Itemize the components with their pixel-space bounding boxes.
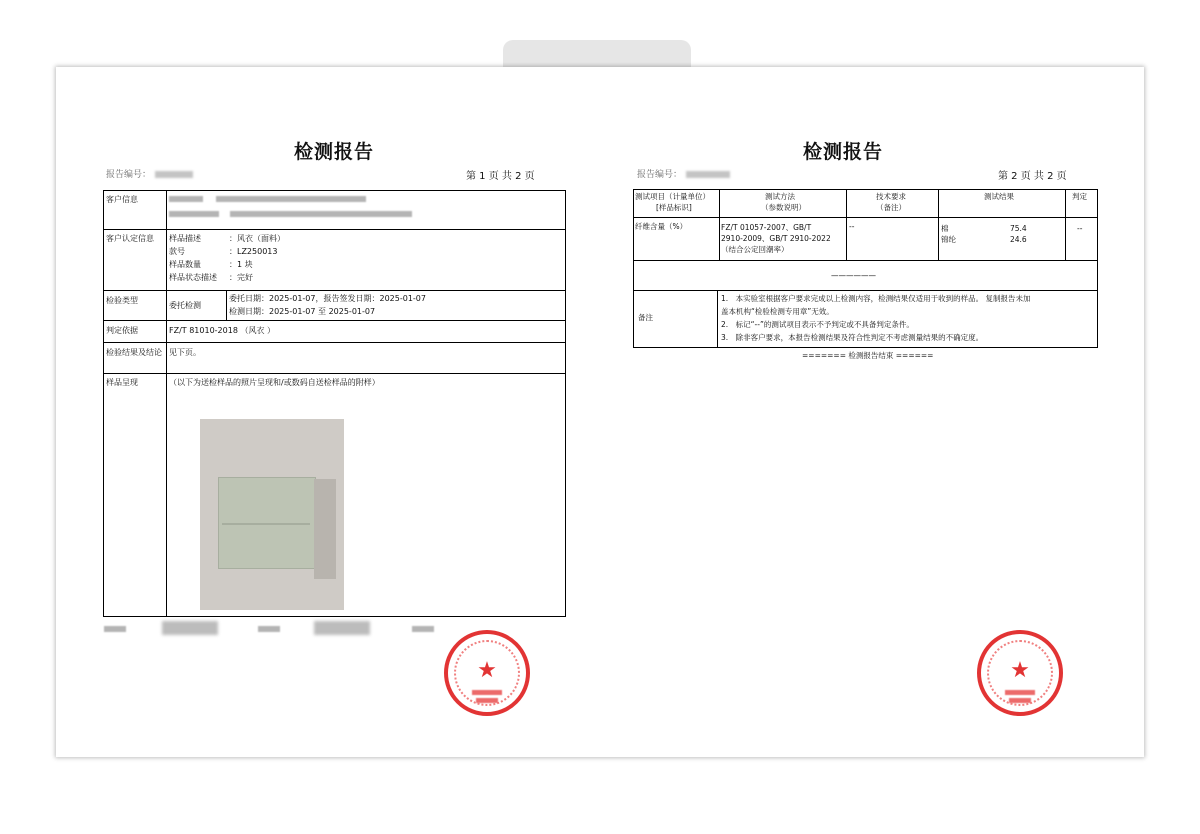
page-title: 检测报告 xyxy=(802,141,883,163)
row-req: -- xyxy=(849,222,855,231)
page-title: 检测报告 xyxy=(293,141,374,163)
remark-line-1: 1. 本实验室根据客户要求完成以上检测内容，检测结果仅适用于收到的样品。 复制报告未加 xyxy=(721,294,1031,303)
remark-line-3: 2. 标记“--”的测试项目表示不予判定或不具备判定条件。 xyxy=(721,320,914,329)
report-number: 报告编号： xyxy=(106,167,193,180)
header-item-sub: [样品标识] xyxy=(656,203,692,212)
row-method-3: （结合公定回潮率） xyxy=(721,245,789,254)
value-basis: FZ/T 81010-2018 （风衣 ） xyxy=(169,326,275,335)
signature-1 xyxy=(162,621,218,635)
official-seal-2: ★ xyxy=(977,630,1063,716)
value-sample-desc: ：风衣（面料） xyxy=(229,234,285,243)
row-method-1: FZ/T 01057-2007、GB/T xyxy=(721,223,812,232)
sample-photo xyxy=(200,419,344,610)
value-test-type: 委托检测 xyxy=(169,301,201,310)
value-dates-1: 委托日期：2025-01-07，报告签发日期：2025-01-07 xyxy=(229,294,426,303)
header-req-sub: （备注） xyxy=(876,203,906,212)
header-judge: 判定 xyxy=(1072,192,1087,201)
label-basis: 判定依据 xyxy=(106,326,138,335)
header-result: 测试结果 xyxy=(984,192,1014,201)
label-customer-info: 客户信息 xyxy=(106,195,138,204)
label-state: 样品状态描述 xyxy=(169,273,217,282)
row-fiber-1-value: 75.4 xyxy=(1010,224,1027,233)
customer-name-line xyxy=(169,192,366,205)
label-result-conclusion: 检验结果及结论 xyxy=(106,348,162,357)
report-sheet xyxy=(56,67,1144,757)
page-number: 第 1 页 共 2 页 xyxy=(466,171,535,182)
header-method: 测试方法 xyxy=(765,192,795,201)
value-presentation: （以下为送检样品的照片呈现和/或数码自送检样品的附样） xyxy=(169,378,380,387)
report-number: 报告编号： xyxy=(637,167,730,180)
label-customer-confirm: 客户认定信息 xyxy=(106,234,154,243)
row-item: 纤维含量（%） xyxy=(635,222,688,231)
remark-line-2: 盖本机构“检验检测专用章”无效。 xyxy=(721,307,834,316)
value-dates-2: 检测日期：2025-01-07 至 2025-01-07 xyxy=(229,307,376,316)
signature-label-2 xyxy=(258,625,280,633)
signature-label-3 xyxy=(412,625,434,633)
report-end-text: ======= 检测报告结束 ====== xyxy=(802,351,934,360)
header-req: 技术要求 xyxy=(876,192,906,201)
value-state: ：完好 xyxy=(229,273,253,282)
value-style-no: ：LZ250013 xyxy=(229,247,278,256)
row-judge: -- xyxy=(1077,224,1083,233)
label-sample-desc: 样品描述 xyxy=(169,234,201,243)
page-number: 第 2 页 共 2 页 xyxy=(998,171,1067,182)
customer-address-line xyxy=(169,207,412,220)
remarks-label: 备注 xyxy=(638,313,653,322)
value-result-conclusion: 见下页。 xyxy=(169,348,201,357)
label-presentation: 样品呈现 xyxy=(106,378,138,387)
value-qty: ：1 块 xyxy=(229,260,253,269)
header-item: 测试项目（计量单位） xyxy=(635,192,710,201)
row-fiber-1: 棉 xyxy=(941,224,949,233)
row-method-2: 2910-2009、GB/T 2910-2022 xyxy=(721,234,831,243)
signature-label-1 xyxy=(104,625,126,633)
header-method-sub: （参数说明） xyxy=(761,203,806,212)
signature-2 xyxy=(314,621,370,635)
official-seal-1: ★ xyxy=(444,630,530,716)
row-fiber-2-value: 24.6 xyxy=(1010,235,1027,244)
label-test-type: 检验类型 xyxy=(106,296,138,305)
remark-line-4: 3. 除非客户要求，本报告检测结果及符合性判定不考虑测量结果的不确定度。 xyxy=(721,333,984,342)
row-fiber-2: 锦纶 xyxy=(941,235,956,244)
table-divider: —————— xyxy=(831,271,876,280)
report-page-2 xyxy=(600,67,1144,757)
report-page-1 xyxy=(56,67,600,757)
label-qty: 样品数量 xyxy=(169,260,201,269)
label-style-no: 款号 xyxy=(169,247,185,256)
